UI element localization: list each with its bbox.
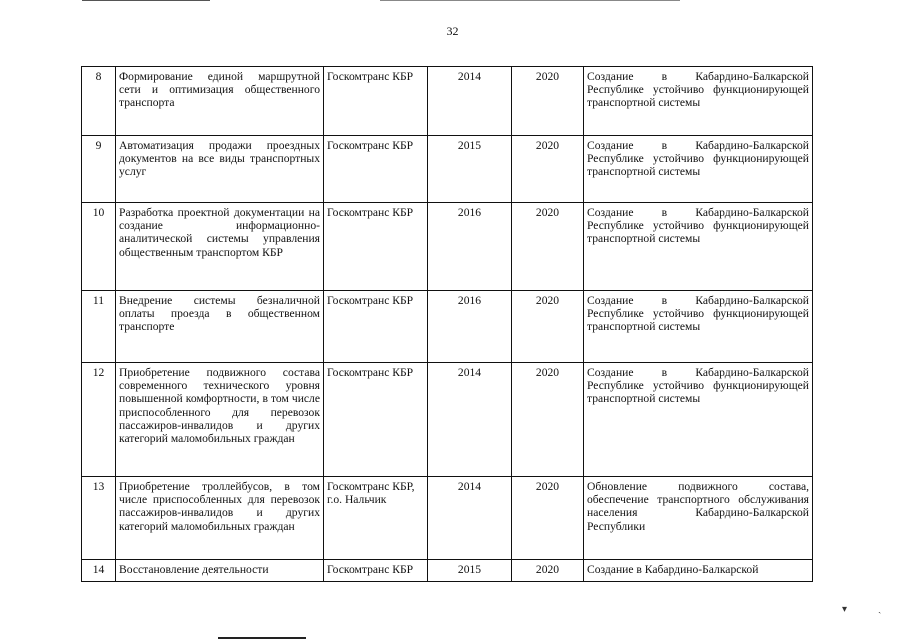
table-row bbox=[82, 477, 813, 560]
end-year-cell: 2020 bbox=[512, 363, 584, 477]
end-year-cell: 2020 bbox=[512, 291, 584, 363]
activity-cell: Восстановление деятельности bbox=[116, 560, 324, 582]
activity-cell: Приобретение троллейбусов, в том числе приспособленных для перевозок пассажиров-инвалидов и других категорий маломобильных граждан bbox=[116, 477, 324, 560]
table-row bbox=[82, 136, 813, 203]
start-year-cell: 2015 bbox=[428, 136, 512, 203]
end-year-cell: 2020 bbox=[512, 477, 584, 560]
result-cell: Создание в Кабардино-Балкарской Республике устойчиво функционирующей транспортной системы bbox=[584, 291, 813, 363]
result-cell: Создание в Кабардино-Балкарской Республике устойчиво функционирующей транспортной системы bbox=[584, 136, 813, 203]
executor-cell: Госкомтранс КБР bbox=[324, 363, 428, 477]
result-cell: Создание в Кабардино-Балкарской bbox=[584, 560, 813, 582]
activities-table-body bbox=[82, 67, 813, 582]
page-number: 32 bbox=[446, 24, 459, 38]
row-number: 9 bbox=[82, 136, 116, 203]
row-number: 13 bbox=[82, 477, 116, 560]
scan-artifact-bottom bbox=[218, 637, 306, 639]
end-year-cell: 2020 bbox=[512, 203, 584, 291]
start-year-cell: 2014 bbox=[428, 67, 512, 136]
executor-cell: Госкомтранс КБР, г.о. Нальчик bbox=[324, 477, 428, 560]
executor-cell: Госкомтранс КБР bbox=[324, 67, 428, 136]
activity-cell: Автоматизация продажи проездных документов на все виды транспортных услуг bbox=[116, 136, 324, 203]
row-number: 10 bbox=[82, 203, 116, 291]
activity-cell: Формирование единой маршрутной сети и оптимизация общественного транспорта bbox=[116, 67, 324, 136]
row-number: 8 bbox=[82, 67, 116, 136]
activity-cell: Разработка проектной документации на создание информационно-аналитической системы управления общественным транспортом КБР bbox=[116, 203, 324, 291]
end-year-cell: 2020 bbox=[512, 560, 584, 582]
row-number: 14 bbox=[82, 560, 116, 582]
table-row bbox=[82, 363, 813, 477]
start-year-cell: 2014 bbox=[428, 363, 512, 477]
end-year-cell: 2020 bbox=[512, 67, 584, 136]
row-number: 12 bbox=[82, 363, 116, 477]
result-cell: Создание в Кабардино-Балкарской Республике устойчиво функционирующей транспортной системы bbox=[584, 67, 813, 136]
start-year-cell: 2015 bbox=[428, 560, 512, 582]
executor-cell: Госкомтранс КБР bbox=[324, 203, 428, 291]
start-year-cell: 2014 bbox=[428, 477, 512, 560]
executor-cell: Госкомтранс КБР bbox=[324, 136, 428, 203]
activity-cell: Внедрение системы безналичной оплаты проезда в общественном транспорте bbox=[116, 291, 324, 363]
row-number: 11 bbox=[82, 291, 116, 363]
start-year-cell: 2016 bbox=[428, 203, 512, 291]
scan-mark: ▾ bbox=[842, 604, 848, 615]
activities-table bbox=[81, 66, 813, 582]
scan-artifact-top-right bbox=[380, 0, 680, 1]
executor-cell: Госкомтранс КБР bbox=[324, 560, 428, 582]
end-year-cell: 2020 bbox=[512, 136, 584, 203]
activity-cell: Приобретение подвижного состава современного технического уровня повышенной комфортности, в том числе приспособленного для перевозок пассажиров-инвалидов и других категорий маломобильных граждан bbox=[116, 363, 324, 477]
table-row bbox=[82, 203, 813, 291]
table-row bbox=[82, 560, 813, 582]
table-row bbox=[82, 67, 813, 136]
scan-artifact-top-left bbox=[82, 0, 210, 1]
executor-cell: Госкомтранс КБР bbox=[324, 291, 428, 363]
scan-mark: ˎ bbox=[878, 603, 882, 614]
result-cell: Создание в Кабардино-Балкарской Республике устойчиво функционирующей транспортной системы bbox=[584, 363, 813, 477]
result-cell: Создание в Кабардино-Балкарской Республике устойчиво функционирующей транспортной системы bbox=[584, 203, 813, 291]
table-row bbox=[82, 291, 813, 363]
start-year-cell: 2016 bbox=[428, 291, 512, 363]
result-cell: Обновление подвижного состава, обеспечение транспортного обслуживания населения Кабардино-Балкарской Республики bbox=[584, 477, 813, 560]
